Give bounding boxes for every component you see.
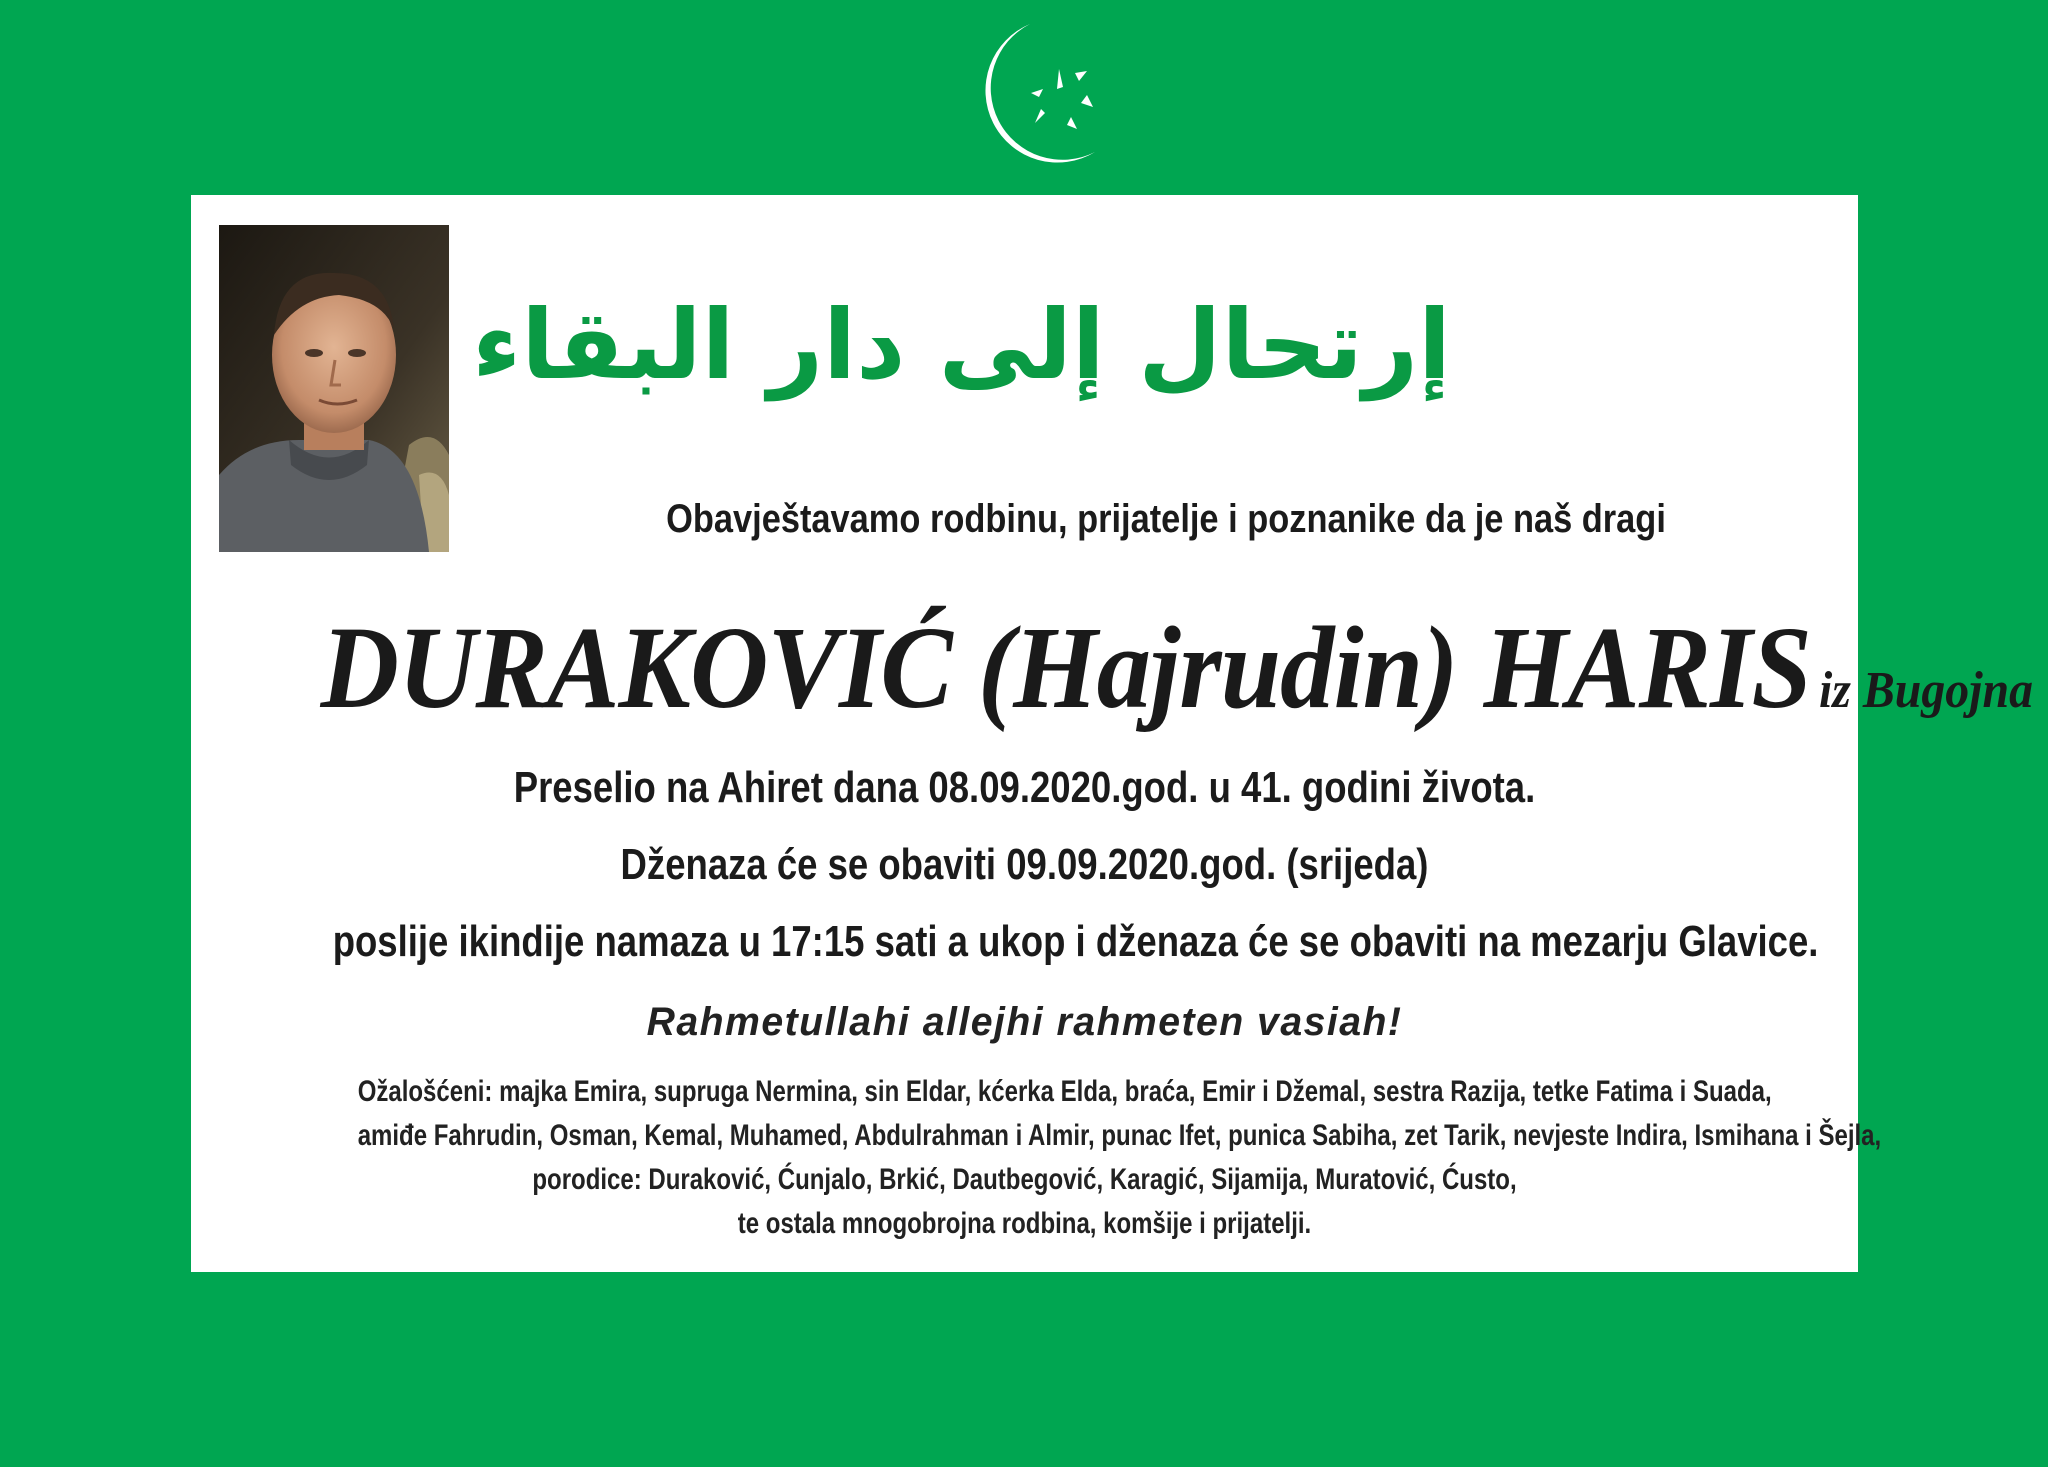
mourners-line: Ožalošćeni: majka Emira, supruga Nermina, sin Eldar, kćerka Elda, braća, Emir i Džemal, sestra Razija, tetke Fatima i Suada, (357, 1075, 1772, 1108)
burial-details-text: poslije ikindije namaza u 17:15 sati a ukop i dženaza će se obaviti na mezarju Glavice. (332, 917, 1819, 966)
mourners-line: porodice: Duraković, Ćunjalo, Brkić, Dautbegović, Karagić, Sijamija, Muratović, Ćusto, (532, 1163, 1517, 1196)
prayer-text: Rahmetullahi allejhi rahmeten vasiah! (646, 1000, 1403, 1044)
deceased-name-line (191, 600, 2033, 736)
obituary-card (191, 195, 2033, 1272)
deceased-name: DURAKOVIĆ (Hajrudin) HARIS (320, 602, 1811, 733)
hometown: iz Bugojna (1818, 662, 2033, 719)
mourners-line: amiđe Fahrudin, Osman, Kemal, Muhamed, Abdulrahman i Almir, punac Ifet, punica Sabiha, zet Tarik, nevjeste Indira, Ismihana i Šejla, (357, 1119, 1882, 1152)
death-date-text: Preselio na Ahiret dana 08.09.2020.god. u 41. godini života. (513, 763, 1536, 812)
arabic-calligraphy (472, 225, 1451, 465)
calligraphy-text: إرتحال إلى دار البقاء (472, 289, 1451, 401)
funeral-date-text: Dženaza će se obaviti 09.09.2020.god. (srijeda) (620, 840, 1429, 889)
intro-text: Obavještavamo rodbinu, prijatelje i poznanike da je naš dragi (666, 497, 1666, 541)
crescent-and-star-icon (935, 14, 1135, 184)
portrait-photo (219, 225, 449, 552)
mourners-line: te ostala mnogobrojna rodbina, komšije i prijatelji. (737, 1207, 1312, 1240)
